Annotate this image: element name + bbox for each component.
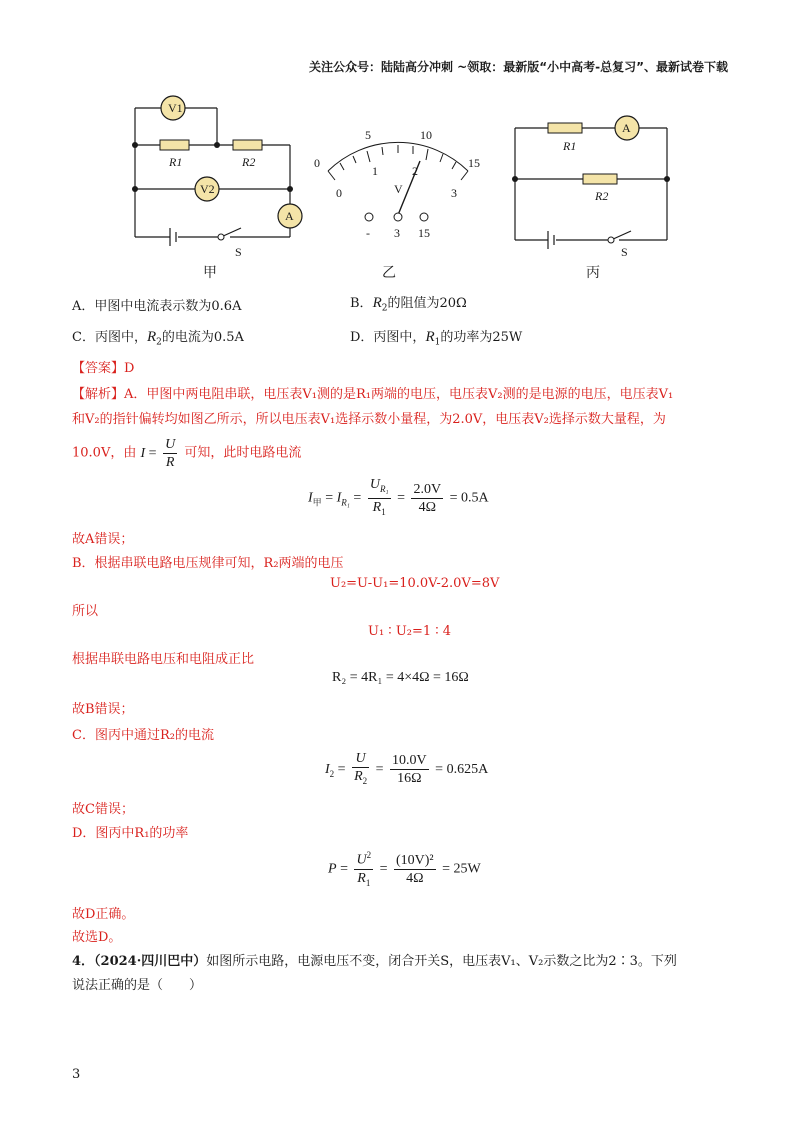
r1-label: R1 — [563, 139, 577, 153]
question-4-line-2: 说法正确的是（ ） — [72, 978, 203, 993]
ohm-law-fraction: $\frac{U}{R}$ — [165, 437, 176, 470]
dial-top-10: 10 — [420, 128, 432, 142]
terminal-3: 3 — [394, 226, 400, 240]
figure-label-jia: 甲 — [203, 265, 217, 281]
analysis-conclusion: 故选D。 — [72, 930, 122, 945]
analysis-d-intro: D．图丙中R₁的功率 — [72, 826, 189, 841]
page-number: 3 — [72, 1067, 81, 1082]
circuit-diagram-bing — [505, 112, 685, 262]
dial-bottom-0: 0 — [336, 186, 342, 200]
analysis-ratio: U₁ ∶ U₂=1 ∶ 4 — [368, 624, 452, 639]
analysis-line-3: 10.0V，由 I = $\frac{U}{R}$ 可知，此时电路电流 — [72, 437, 302, 470]
question-4-line-1: 4．（2024·四川巴中）如图所示电路，电源电压不变，闭合开关S，电压表V₁、V₂示数之比为2∶3。下列 — [72, 954, 677, 969]
analysis-d-correct: 故D正确。 — [72, 907, 135, 922]
r1-label: R1 — [169, 155, 183, 169]
ammeter-label: A — [285, 209, 294, 223]
equation-current-jia: $I_甲 = I_{R_1}$ = $\frac{U_{R_1}}{R_1}$ = $\frac{2.0V}{4\Omega}$ = 0.5A — [308, 477, 489, 517]
analysis-proportion: 根据串联电路电压和电阻成正比 — [72, 652, 255, 667]
r2-label: R2 — [595, 189, 609, 203]
page-header: 关注公众号：陆陆高分冲刺 ~领取：最新版“小中高考-总复习”、最新试卷下载 — [309, 60, 728, 74]
figure-label-bing: 丙 — [586, 265, 600, 281]
dial-top-0: 0 — [314, 156, 320, 170]
voltmeter-v1-label: V1 — [168, 101, 183, 115]
dial-bottom-3: 3 — [451, 186, 457, 200]
dial-top-5: 5 — [365, 128, 371, 142]
voltmeter-v2-label: V2 — [200, 182, 215, 196]
answer: 【答案】D — [72, 361, 135, 376]
analysis-c-wrong: 故C错误； — [72, 802, 134, 817]
analysis-suoyi: 所以 — [72, 604, 99, 619]
analysis-line-2: 和V₂的指针偏转均如图乙所示，所以电压表V₁选择示数小量程，为2.0V，电压表V₂选择示数大量程，为 — [72, 412, 666, 427]
terminal-negative: - — [366, 226, 370, 240]
analysis-b-wrong: 故B错误； — [72, 702, 134, 717]
terminal-15: 15 — [418, 226, 430, 240]
equation-current-bing: $I_2$ = $\frac{U}{R_2}$ = $\frac{10.0V}{16\Omega}$ = 0.625A — [325, 751, 489, 787]
analysis-line-1: 【解析】A．甲图中两电阻串联，电压表V₁测的是R₁两端的电压，电压表V₂测的是电源的电压，电压表V₁ — [72, 387, 674, 402]
switch-label: S — [235, 245, 242, 258]
switch-label: S — [621, 245, 628, 259]
equation-r2: R₂ = 4R₁ = 4×4Ω = 16Ω — [332, 670, 469, 685]
option-a: A．甲图中电流表示数为0.6A — [72, 299, 242, 314]
option-b: B．$R_2$的阻值为20Ω — [350, 295, 467, 314]
dial-bottom-1: 1 — [372, 164, 378, 178]
option-c: C．丙图中，$R_2$的电流为0.5A — [72, 329, 244, 348]
figure-label-yi: 乙 — [382, 265, 396, 281]
r2-label: R2 — [242, 155, 256, 169]
equation-power: P = $\frac{U^2}{R_1}$ = $\frac{\text{(10V)²}}{4\Omega}$ = 25W — [328, 847, 481, 891]
analysis-c-intro: C．图丙中通过R₂的电流 — [72, 728, 214, 743]
analysis-b-intro: B．根据串联电路电压规律可知，R₂两端的电压 — [72, 556, 344, 571]
dial-unit: V — [394, 182, 403, 196]
analysis-b-equation: U₂=U-U₁=10.0V-2.0V=8V — [330, 576, 500, 591]
option-d: D．丙图中，$R_1$的功率为25W — [350, 329, 523, 348]
dial-bottom-2: 2 — [412, 164, 418, 178]
ammeter-label: A — [622, 121, 631, 135]
analysis-a-wrong: 故A错误； — [72, 532, 134, 547]
circuit-diagram-jia — [125, 88, 305, 258]
voltmeter-dial-yi — [310, 125, 490, 245]
dial-top-15: 15 — [468, 156, 480, 170]
